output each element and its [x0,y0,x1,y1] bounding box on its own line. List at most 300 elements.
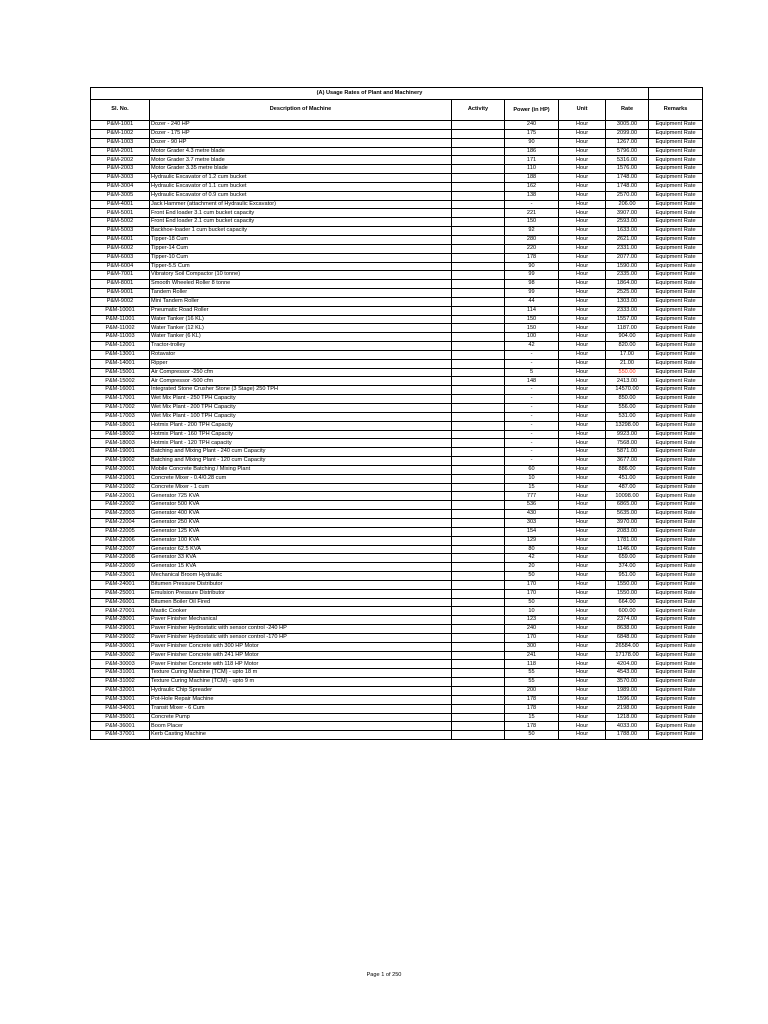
cell-power: 110 [505,165,559,174]
cell-power: 80 [505,545,559,554]
cell-remarks: Equipment Rate [649,368,703,377]
cell-activity [452,218,505,227]
cell-unit: Hour [559,492,606,501]
cell-description: Hotmix Plant - 200 TPH Capacity [150,421,452,430]
table-row [91,457,703,466]
cell-power: 42 [505,554,559,563]
cell-unit: Hour [559,589,606,598]
cell-sl-no: P&M-5002 [91,218,150,227]
cell-rate: 1590.00 [606,262,649,271]
table-row [91,492,703,501]
cell-power: 178 [505,253,559,262]
cell-power: 430 [505,510,559,519]
cell-unit: Hour [559,430,606,439]
cell-rate: 206.00 [606,200,649,209]
cell-unit: Hour [559,483,606,492]
cell-sl-no: P&M-6002 [91,244,150,253]
cell-power: 777 [505,492,559,501]
usage-rates-table [90,87,703,740]
cell-description: Kerb Casting Machine [150,731,452,740]
cell-power: 170 [505,589,559,598]
cell-rate: 1267.00 [606,138,649,147]
table-row [91,448,703,457]
table-row [91,244,703,253]
cell-remarks: Equipment Rate [649,227,703,236]
table-row [91,678,703,687]
cell-sl-no: P&M-1003 [91,138,150,147]
cell-unit: Hour [559,412,606,421]
cell-unit: Hour [559,722,606,731]
cell-rate: 904.00 [606,333,649,342]
cell-description: Paver Finisher Hydrostatic with sensor control -240 HP [150,625,452,634]
cell-power: 178 [505,722,559,731]
cell-rate: 659.00 [606,554,649,563]
table-row [91,704,703,713]
cell-sl-no: P&M-28001 [91,616,150,625]
cell-power: 150 [505,218,559,227]
cell-unit: Hour [559,404,606,413]
cell-unit: Hour [559,563,606,572]
cell-remarks: Equipment Rate [649,324,703,333]
table-row [91,518,703,527]
cell-description: Mobile Concrete Batching / Mixing Plant [150,465,452,474]
cell-activity [452,333,505,342]
cell-description: Tipper-5.5 Cum [150,262,452,271]
cell-sl-no: P&M-5001 [91,209,150,218]
cell-sl-no: P&M-22002 [91,501,150,510]
table-row [91,262,703,271]
cell-rate: 2374.00 [606,616,649,625]
cell-activity [452,297,505,306]
cell-rate: 600.00 [606,607,649,616]
cell-rate: 451.00 [606,474,649,483]
cell-description: Texture Curing Machine (TCM) - upto 9 m [150,678,452,687]
cell-description: Tipper-14 Cum [150,244,452,253]
cell-rate: 3907.00 [606,209,649,218]
cell-activity [452,306,505,315]
cell-remarks: Equipment Rate [649,280,703,289]
cell-rate: 1303.00 [606,297,649,306]
cell-unit: Hour [559,191,606,200]
table-row [91,501,703,510]
cell-power: 221 [505,209,559,218]
cell-power: 60 [505,465,559,474]
cell-sl-no: P&M-2002 [91,156,150,165]
cell-sl-no: P&M-7001 [91,271,150,280]
cell-rate: 531.00 [606,412,649,421]
cell-remarks: Equipment Rate [649,642,703,651]
header-activity: Activity [452,100,505,121]
cell-unit: Hour [559,262,606,271]
cell-sl-no: P&M-36001 [91,722,150,731]
cell-sl-no: P&M-30001 [91,642,150,651]
cell-remarks: Equipment Rate [649,289,703,298]
cell-power: 50 [505,731,559,740]
cell-activity [452,271,505,280]
cell-rate: 820.00 [606,342,649,351]
cell-description: Tipper-18 Cum [150,235,452,244]
cell-unit: Hour [559,156,606,165]
cell-power: 303 [505,518,559,527]
page-footer: Page 1 of 250 [366,972,402,978]
cell-power: - [505,350,559,359]
cell-description: Hydraulic Excavator of 1.1 cum bucket [150,182,452,191]
table-row [91,359,703,368]
cell-rate: 4204.00 [606,660,649,669]
cell-activity [452,342,505,351]
cell-activity [452,200,505,209]
cell-power: 150 [505,315,559,324]
cell-remarks: Equipment Rate [649,350,703,359]
cell-remarks: Equipment Rate [649,501,703,510]
cell-remarks: Equipment Rate [649,315,703,324]
cell-description: Motor Grader 3.35 metre blade [150,165,452,174]
cell-rate: 3677.00 [606,457,649,466]
cell-rate: 1557.00 [606,315,649,324]
cell-activity [452,209,505,218]
cell-activity [452,678,505,687]
cell-description: Wet Mix Plant - 250 TPH Capacity [150,395,452,404]
cell-description: Integrated Stone Crusher Stone (3 Stage) 250 TPH [150,386,452,395]
cell-sl-no: P&M-32001 [91,687,150,696]
cell-activity [452,625,505,634]
cell-sl-no: P&M-33001 [91,695,150,704]
cell-power: 123 [505,616,559,625]
cell-power: - [505,359,559,368]
table-row [91,545,703,554]
cell-rate: 3570.00 [606,678,649,687]
cell-sl-no: P&M-13001 [91,350,150,359]
table-row [91,598,703,607]
cell-activity [452,156,505,165]
cell-unit: Hour [559,359,606,368]
cell-activity [452,147,505,156]
cell-activity [452,704,505,713]
cell-remarks: Equipment Rate [649,253,703,262]
cell-description: Emulsion Pressure Distributor [150,589,452,598]
cell-unit: Hour [559,660,606,669]
table-row [91,377,703,386]
table-row [91,404,703,413]
cell-power: - [505,457,559,466]
cell-remarks: Equipment Rate [649,165,703,174]
cell-power: - [505,200,559,209]
cell-activity [452,439,505,448]
cell-activity [452,129,505,138]
cell-power: 188 [505,174,559,183]
cell-unit: Hour [559,545,606,554]
cell-rate: 1748.00 [606,174,649,183]
table-row [91,121,703,130]
cell-unit: Hour [559,651,606,660]
cell-unit: Hour [559,457,606,466]
cell-sl-no: P&M-3003 [91,174,150,183]
cell-activity [452,165,505,174]
cell-remarks: Equipment Rate [649,412,703,421]
table-row [91,156,703,165]
cell-activity [452,138,505,147]
cell-sl-no: P&M-34001 [91,704,150,713]
cell-remarks: Equipment Rate [649,633,703,642]
cell-remarks: Equipment Rate [649,200,703,209]
cell-sl-no: P&M-10001 [91,306,150,315]
cell-description: Ripper [150,359,452,368]
cell-sl-no: P&M-30002 [91,651,150,660]
cell-power: 300 [505,642,559,651]
cell-power: 90 [505,262,559,271]
cell-rate: 17.00 [606,350,649,359]
cell-rate: 2333.00 [606,306,649,315]
cell-rate: 2335.00 [606,271,649,280]
cell-sl-no: P&M-8001 [91,280,150,289]
table-row [91,412,703,421]
cell-sl-no: P&M-25001 [91,589,150,598]
cell-rate: 2099.00 [606,129,649,138]
cell-unit: Hour [559,129,606,138]
cell-activity [452,465,505,474]
cell-rate: 2198.00 [606,704,649,713]
cell-sl-no: P&M-15002 [91,377,150,386]
cell-activity [452,651,505,660]
cell-power: 171 [505,156,559,165]
cell-remarks: Equipment Rate [649,377,703,386]
cell-sl-no: P&M-22006 [91,536,150,545]
cell-power: 55 [505,669,559,678]
cell-rate: 1864.00 [606,280,649,289]
cell-description: Batching and Mixing Plant - 120 cum Capacity [150,457,452,466]
cell-sl-no: P&M-11003 [91,333,150,342]
cell-sl-no: P&M-26001 [91,598,150,607]
cell-power: - [505,386,559,395]
cell-power: 98 [505,280,559,289]
cell-power: 162 [505,182,559,191]
cell-sl-no: P&M-22003 [91,510,150,519]
cell-activity [452,563,505,572]
cell-activity [452,244,505,253]
cell-activity [452,289,505,298]
cell-description: Water Tanker (16 KL) [150,315,452,324]
cell-sl-no: P&M-18002 [91,430,150,439]
cell-rate: 664.00 [606,598,649,607]
cell-activity [452,235,505,244]
cell-remarks: Equipment Rate [649,474,703,483]
cell-unit: Hour [559,377,606,386]
cell-rate: 2077.00 [606,253,649,262]
header-power: Power (in HP) [505,100,559,121]
cell-activity [452,598,505,607]
table-row [91,271,703,280]
cell-description: Generator 125 KVA [150,527,452,536]
cell-rate: 1989.00 [606,687,649,696]
cell-activity [452,731,505,740]
cell-activity [452,404,505,413]
cell-rate: 2525.00 [606,289,649,298]
cell-rate: 14570.00 [606,386,649,395]
cell-remarks: Equipment Rate [649,421,703,430]
cell-rate: 5635.00 [606,510,649,519]
cell-unit: Hour [559,536,606,545]
cell-rate: 951.00 [606,572,649,581]
cell-activity [452,483,505,492]
cell-sl-no: P&M-3005 [91,191,150,200]
cell-unit: Hour [559,174,606,183]
cell-power: 240 [505,121,559,130]
cell-activity [452,642,505,651]
cell-description: Mechanical Broom Hydraulic [150,572,452,581]
cell-remarks: Equipment Rate [649,492,703,501]
cell-unit: Hour [559,165,606,174]
cell-rate: 3005.00 [606,121,649,130]
cell-sl-no: P&M-3004 [91,182,150,191]
cell-description: Concrete Mixer - 0.4/0.28 cum [150,474,452,483]
table-row [91,297,703,306]
cell-description: Batching and Mixing Plant - 240 cum Capacity [150,448,452,457]
cell-sl-no: P&M-2003 [91,165,150,174]
table-row [91,235,703,244]
cell-description: Texture Curing Machine (TCM) - upto 18 m [150,669,452,678]
cell-power: - [505,421,559,430]
cell-remarks: Equipment Rate [649,625,703,634]
cell-activity [452,386,505,395]
cell-unit: Hour [559,633,606,642]
cell-unit: Hour [559,280,606,289]
cell-unit: Hour [559,386,606,395]
cell-description: Bitumen Pressure Distributor [150,580,452,589]
cell-unit: Hour [559,572,606,581]
cell-activity [452,722,505,731]
cell-rate: 1633.00 [606,227,649,236]
cell-remarks: Equipment Rate [649,129,703,138]
table-row [91,731,703,740]
cell-description: Transit Mixer - 6 Cum [150,704,452,713]
cell-description: Wet Mix Plant - 100 TPH Capacity [150,412,452,421]
cell-unit: Hour [559,448,606,457]
cell-rate: 886.00 [606,465,649,474]
cell-remarks: Equipment Rate [649,563,703,572]
table-row [91,421,703,430]
table-row [91,536,703,545]
cell-remarks: Equipment Rate [649,306,703,315]
cell-rate: 4543.00 [606,669,649,678]
cell-unit: Hour [559,138,606,147]
cell-activity [452,315,505,324]
cell-remarks: Equipment Rate [649,156,703,165]
cell-description: Bitumen Boiler Oil Fired [150,598,452,607]
cell-activity [452,501,505,510]
cell-remarks: Equipment Rate [649,536,703,545]
cell-activity [452,536,505,545]
cell-sl-no: P&M-11002 [91,324,150,333]
table-row [91,306,703,315]
cell-unit: Hour [559,315,606,324]
cell-rate: 1218.00 [606,713,649,722]
cell-remarks: Equipment Rate [649,713,703,722]
table-row [91,182,703,191]
cell-power: - [505,395,559,404]
cell-remarks: Equipment Rate [649,518,703,527]
cell-rate: 5796.00 [606,147,649,156]
cell-remarks: Equipment Rate [649,182,703,191]
cell-description: Rotavator [150,350,452,359]
cell-power: 129 [505,536,559,545]
cell-activity [452,377,505,386]
cell-description: Mini Tandem Roller [150,297,452,306]
cell-unit: Hour [559,713,606,722]
cell-remarks: Equipment Rate [649,678,703,687]
cell-sl-no: P&M-9002 [91,297,150,306]
cell-unit: Hour [559,465,606,474]
cell-remarks: Equipment Rate [649,687,703,696]
table-row [91,660,703,669]
cell-sl-no: P&M-29001 [91,625,150,634]
cell-remarks: Equipment Rate [649,483,703,492]
cell-sl-no: P&M-20001 [91,465,150,474]
cell-description: Water Tanker (12 KL) [150,324,452,333]
cell-power: - [505,448,559,457]
table-row [91,563,703,572]
cell-unit: Hour [559,218,606,227]
cell-power: 170 [505,633,559,642]
cell-power: 42 [505,342,559,351]
cell-unit: Hour [559,554,606,563]
cell-activity [452,262,505,271]
cell-unit: Hour [559,200,606,209]
cell-remarks: Equipment Rate [649,297,703,306]
cell-remarks: Equipment Rate [649,607,703,616]
cell-sl-no: P&M-22007 [91,545,150,554]
cell-remarks: Equipment Rate [649,510,703,519]
cell-power: 55 [505,678,559,687]
table-row [91,687,703,696]
cell-activity [452,554,505,563]
cell-rate: 550.00 [606,368,649,377]
cell-sl-no: P&M-15001 [91,368,150,377]
cell-unit: Hour [559,368,606,377]
cell-activity [452,174,505,183]
cell-power: 118 [505,660,559,669]
cell-description: Wet Mix Plant - 200 TPH Capacity [150,404,452,413]
cell-description: Tractor-trolley [150,342,452,351]
cell-power: 178 [505,704,559,713]
cell-unit: Hour [559,510,606,519]
cell-power: 100 [505,333,559,342]
cell-sl-no: P&M-11001 [91,315,150,324]
cell-sl-no: P&M-17003 [91,412,150,421]
table-row [91,625,703,634]
cell-rate: 2570.00 [606,191,649,200]
table-row [91,333,703,342]
cell-rate: 556.00 [606,404,649,413]
cell-rate: 21.00 [606,359,649,368]
cell-unit: Hour [559,271,606,280]
cell-activity [452,182,505,191]
table-row [91,722,703,731]
cell-remarks: Equipment Rate [649,448,703,457]
cell-activity [452,713,505,722]
cell-sl-no: P&M-17002 [91,404,150,413]
cell-sl-no: P&M-27001 [91,607,150,616]
cell-description: Hotmix Plant - 160 TPH Capacity [150,430,452,439]
cell-remarks: Equipment Rate [649,704,703,713]
cell-power: 50 [505,598,559,607]
table-row [91,465,703,474]
cell-unit: Hour [559,350,606,359]
cell-description: Generator 33 KVA [150,554,452,563]
cell-description: Dozer - 175 HP [150,129,452,138]
cell-description: Hydraulic Excavator of 1.2 cum bucket [150,174,452,183]
cell-power: 10 [505,474,559,483]
table-row [91,607,703,616]
